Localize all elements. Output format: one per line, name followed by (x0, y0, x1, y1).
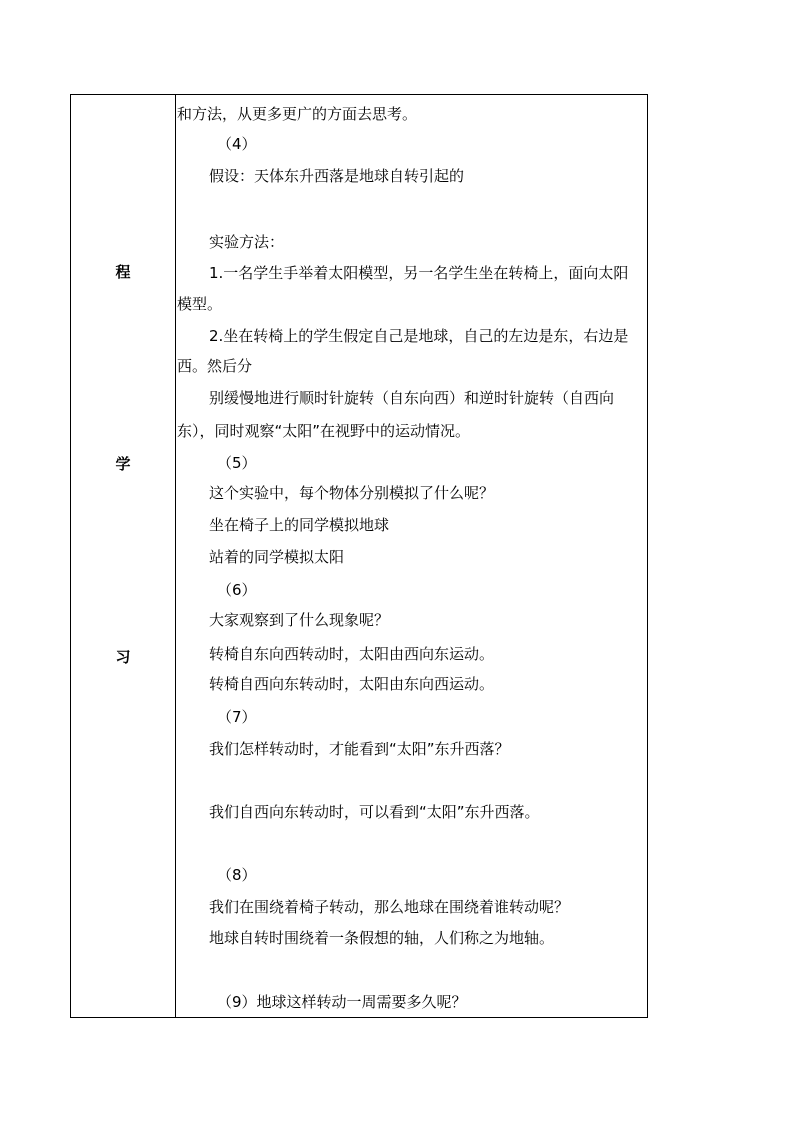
content-line: 假设：天体东升西落是地球自转引起的 (209, 167, 465, 185)
content-line: 实验方法： (209, 233, 285, 251)
content-line: 别缓慢地进行顺时针旋转（自东向西）和逆时针旋转（自西向 (209, 389, 615, 407)
lesson-table (70, 94, 648, 1018)
content-line: 转椅自西向东转动时，太阳由东向西运动。 (209, 675, 495, 693)
content-line: 地球自转时围绕着一条假想的轴，人们称之为地轴。 (209, 929, 555, 947)
content-line: 我们在围绕着椅子转动，那么地球在围绕着谁转动呢？ (209, 898, 570, 916)
content-line: 1.一名学生手举着太阳模型，另一名学生坐在转椅上，面向太阳 (209, 264, 629, 282)
side-label-cheng: 程 (115, 263, 131, 281)
side-label-xi: 习 (115, 648, 131, 666)
content-line: 坐在椅子上的同学模拟地球 (209, 516, 390, 534)
content-line: （9）地球这样转动一周需要多久呢？ (217, 993, 467, 1011)
content-line: 转椅自东向西转动时，太阳由西向东运动。 (209, 645, 495, 663)
content-line: 2.坐在转椅上的学生假定自己是地球，自己的左边是东，右边是 (209, 327, 629, 345)
section-number: （6） (217, 581, 257, 599)
column-divider (175, 95, 176, 1017)
content-line: 西。然后分 (177, 357, 253, 375)
content-line: 我们自西向东转动时，可以看到“太阳”东升西落。 (209, 803, 540, 821)
section-number: （7） (217, 708, 257, 726)
content-line: 东），同时观察“太阳”在视野中的运动情况。 (177, 422, 471, 440)
section-number: （5） (217, 454, 257, 472)
content-line: 大家观察到了什么现象呢？ (209, 611, 390, 629)
content-line: 模型。 (177, 295, 223, 313)
section-number: （8） (217, 866, 257, 884)
side-label-xue: 学 (115, 455, 131, 473)
content-line: 和方法，从更多更广的方面去思考。 (177, 105, 418, 123)
content-line: 站着的同学模拟太阳 (209, 548, 345, 566)
content-line: 这个实验中，每个物体分别模拟了什么呢？ (209, 484, 495, 502)
section-number: （4） (217, 135, 257, 153)
content-line: 我们怎样转动时，才能看到“太阳”东升西落？ (209, 740, 510, 758)
